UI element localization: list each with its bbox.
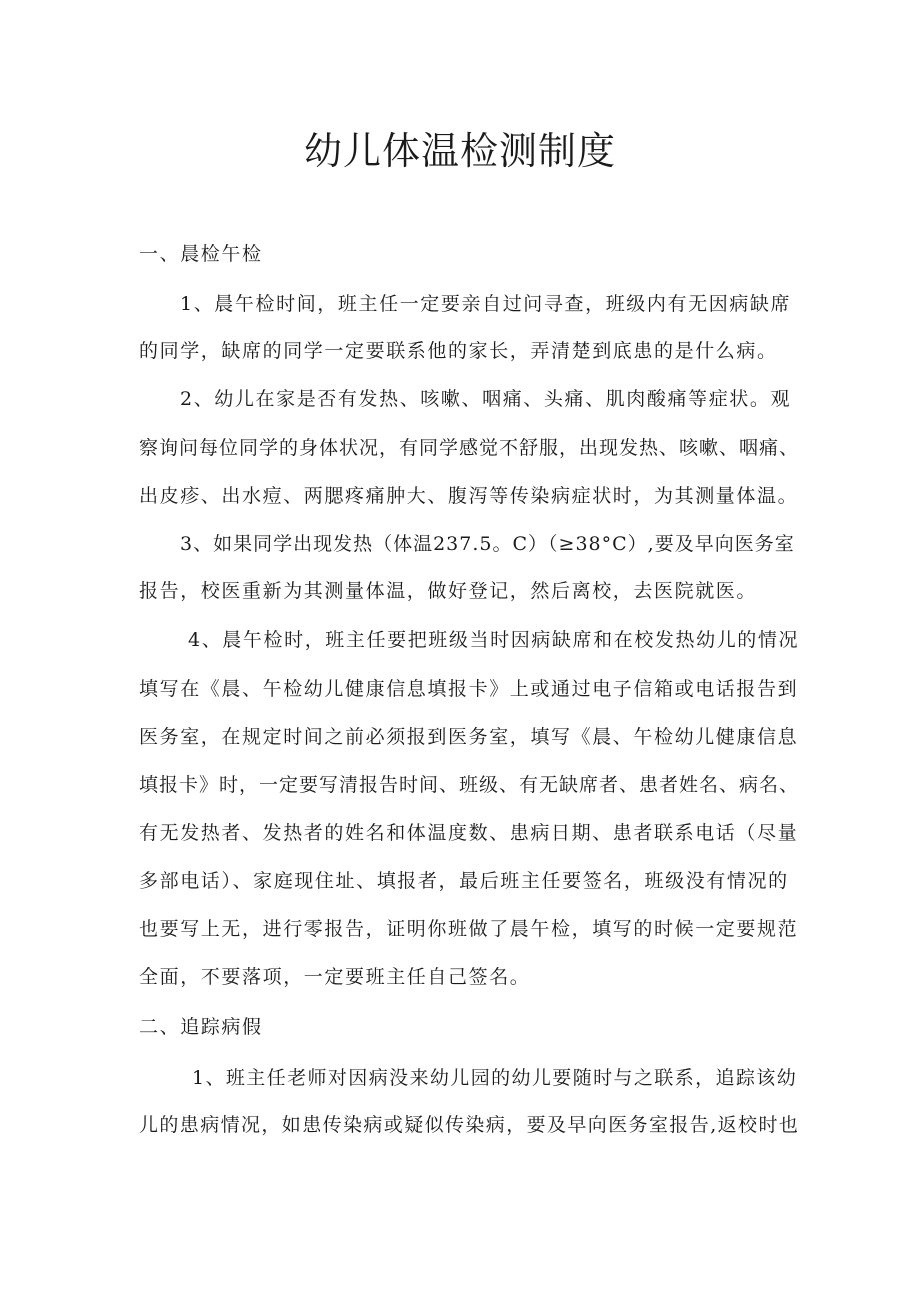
paragraph-line: 儿的患病情况，如患传染病或疑似传染病，要及早向医务室报告,返校时也: [139, 1114, 800, 1136]
paragraph-line: 填报卡》时，一定要写清报告时间、班级、有无缺席者、患者姓名、病名、: [139, 774, 800, 796]
paragraph-line: 有无发热者、发热者的姓名和体温度数、患病日期、患者联系电话（尽量: [139, 822, 799, 844]
document-title: 幼儿体温检测制度: [303, 129, 616, 173]
paragraph-line: 医务室，在规定时间之前必须报到医务室，填写《晨、午检幼儿健康信息: [139, 726, 799, 748]
paragraph-line: 填写在《晨、午检幼儿健康信息填报卡》上或通过电子信箱或电话报告到: [139, 678, 799, 700]
paragraph-line: 1、班主任老师对因病没来幼儿园的幼儿要随时与之联系，追踪该幼: [192, 1067, 798, 1089]
paragraph-line: 3、如果同学出现发热（体温237.5。C）（≥38°C）,要及早向医务室: [180, 533, 795, 555]
paragraph-line: 察询问每位同学的身体状况，有同学感觉不舒服，出现发热、咳嗽、咽痛、: [139, 437, 800, 459]
section-heading-morning-check: 一、晨检午检: [139, 243, 263, 265]
paragraph-line: 1、晨午检时间，班主任一定要亲自过问寻查，班级内有无因病缺席: [180, 293, 792, 315]
paragraph-line: 多部电话）、家庭现住址、填报者，最后班主任要签名，班级没有情况的: [139, 870, 789, 892]
paragraph-line: 也要写上无，进行零报告，证明你班做了晨午检，填写的时候一定要规范: [139, 918, 799, 940]
paragraph-line: 出皮疹、出水痘、两腮疼痛肿大、腹泻等传染病症状时，为其测量体温。: [139, 485, 799, 507]
paragraph-line: 报告，校医重新为其测量体温，做好登记，然后离校，去医院就医。: [139, 580, 758, 602]
paragraph-line: 全面，不要落项，一定要班主任自己签名。: [139, 966, 531, 988]
paragraph-line: 的同学，缺席的同学一定要联系他的家长，弄清楚到底患的是什么病。: [139, 340, 778, 362]
section-heading-sick-leave-tracking: 二、追踪病假: [139, 1016, 263, 1038]
paragraph-line: 4、晨午检时，班主任要把班级当时因病缺席和在校发热幼儿的情况: [188, 629, 800, 651]
paragraph-line: 2、幼儿在家是否有发热、咳嗽、咽痛、头痛、肌肉酸痛等症状。观: [180, 388, 792, 410]
